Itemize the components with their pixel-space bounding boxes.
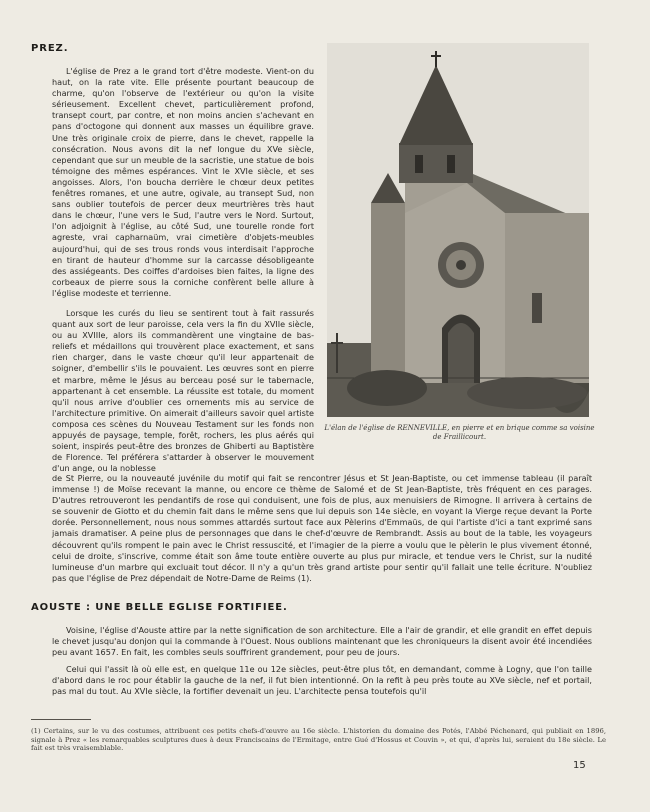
prez-continuation: [52, 473, 592, 590]
church-illustration: [327, 43, 589, 417]
section-heading-prez: PREZ.: [31, 43, 69, 54]
photo-caption: L'élan de l'église de RENNEVILLE, en pierre et en brique comme sa voisine de Fraillicourt.: [324, 424, 595, 441]
prez-column-text: [52, 66, 314, 483]
footnote: (1) Certains, sur le vu des costumes, attribuent ces petits chefs-d'œuvre au 16e siècle. L'historien du domaine des Potés, l'Abbé Péchenard, qui publiait en 1896, signale à Prez « les remarquables sculptures dues à deux Franciscains de l'Ermitage, entre Gué d'Hossus et Couvin », et qui, d'après lui, seraient du 18e siècle. Le fait est très vraisemblable.: [31, 727, 606, 753]
paragraph: Celui qui l'assit là où elle est, en quelque 11e ou 12e siècles, peut-être plus tôt, en demandant, comme à Logny, que l'on taille d'abord dans le roc pour établir la gauche de la nef, il fut bien intentionné. On la refit à peu près toute au XVe siècle, nef et portail, pas mal du tout. Au XVIe siècle, la fortifier devenait un jeu. L'architecte pensa toutefois qu'il: [52, 664, 592, 697]
aouste-text: [52, 625, 592, 704]
footnote-separator: [31, 719, 91, 720]
paragraph: Voisine, l'église d'Aouste attire par la nette signification de son architecture. Elle a l'air de grandir, et elle grandit en effet depuis le chevet jusqu'au donjon qui la commande à l'Ouest. Nous oublions maintenant que les chroniqueurs la disent avoir été incendiées peu avant 1657. En fait, les combles seuls souffrirent grandement, pour peu de jours.: [52, 625, 592, 658]
church-photo: [327, 43, 589, 417]
paragraph: Lorsque les curés du lieu se sentirent tout à fait rassurés quant aux sort de leur paroisse, cela vers la fin du XVIIe siècle, ou au XVIIIe, alors ils commandèrent une vingtaine de bas-reliefs et médaillons qui trouvèrent place exactement, et sans rien charger, dans le vaste chœur qu'il leur appartenait de soigner, d'embellir s'ils le pouvaient. Les œuvres sont en pierre et marbre, même le Jésus au berceau posé sur le tabernacle, appartenant à cet ensemble. La réussite est totale, du moment qu'il nous arrive d'oublier ces ornements mis au service de l'architecture primitive. On aimerait d'ailleurs savoir quel artiste composa ces scènes du Nouveau Testament sur les fonds non appuyés de paysage, temple, forêt, rochers, les plus aérés qui soient, inspirés peut-être des bronzes de Ghiberti au Baptistère de Florence. Tel préférera s'attarder à observer le mouvement d'un ange, ou la noblesse: [52, 307, 314, 474]
section-heading-aouste: AOUSTE : UNE BELLE EGLISE FORTIFIEE.: [31, 602, 288, 613]
paragraph: de St Pierre, ou la nouveauté juvénile du motif qui fait se rencontrer Jésus et St Jean-Baptiste, ou cet immense tableau (il paraît immense !) de Moïse recevant la manne, ou encore ce thème de Salomé et de St Jean-Baptiste, très fréquent en ces parages. D'autres retrouveront les pendantifs de rose qui conduisent, une fois de plus, aux menuisiers de Rimogne. Il arrivera à certains de se souvenir de Giotto et du chemin fait dans le même sens que lui depuis son 14e siècle, en voyant la Vierge reçue devant la Porte dorée. Personnellement, nous nous sommes attardés surtout face aux Pèlerins d'Emmaüs, de qui l'artiste d'ici a tant exprimé sans jamais dramatiser. A peine plus de personnages que dans le chef-d'œuvre de Rembrandt. Assis au bout de la table, les voyageurs découvrent qu'ils rompent le pain avec le Christ ressuscité, et l'imagier de la pierre a voulu que le pèlerin le plus vivement étonné, celui de droite, s'inscrive, comme était son âme toute entière ouverte au plus pur miracle, et tendue vers le Christ, sur la nudité lumineuse d'un marbre qui excluait tout décor. Il n'y a qu'un très grand artiste pour sentir qu'il fallait une telle écriture. N'oubliez pas que l'église de Prez dépendait de Notre-Dame de Reims (1).: [52, 473, 592, 583]
page-number: 15: [573, 760, 586, 771]
paragraph: L'église de Prez a le grand tort d'être modeste. Vient-on du haut, on la rate vite. Elle présente pourtant beaucoup de charme, qu'on l'observe de l'extérieur ou qu'on la visite sérieusement. Excellent chevet, particulièrement profond, transept court, par contre, et non moins ancien s'achevant en pans d'octogone qui donnent aux masses un équilibre grave. Une très originale croix de pierre, dans le chevet, rappelle la consécration. Nous avons dit la nef longue du XVe siècle, cependant que sur un meuble de la sacristie, une statue de bois témoigne des mêmes espérances. Vint le XVIe siècle, et ses angoisses. Alors, l'on boucha derrière le chœur deux petites fenêtres romanes, et une autre, ogivale, au transept Sud, non sans oublier toutefois de percer deux meurtrières très haut dans le chœur, l'une vers le Sud, l'autre vers le Nord. Surtout, l'on adjoignit à l'église, au côté Sud, une tourelle ronde fort agreste, vrai capharnaüm, vrai cimetière d'objets-meubles aujourd'hui, qui de ses trous ronds vous interdisait l'approche en tirant de hauteur d'homme sur la carcasse désobligeante des assiégeants. Des coiffes d'ardoises bien faites, la ligne des corbeaux de pierre sous la corniche confèrent belle allure à l'église modeste et terrienne.: [52, 66, 314, 298]
